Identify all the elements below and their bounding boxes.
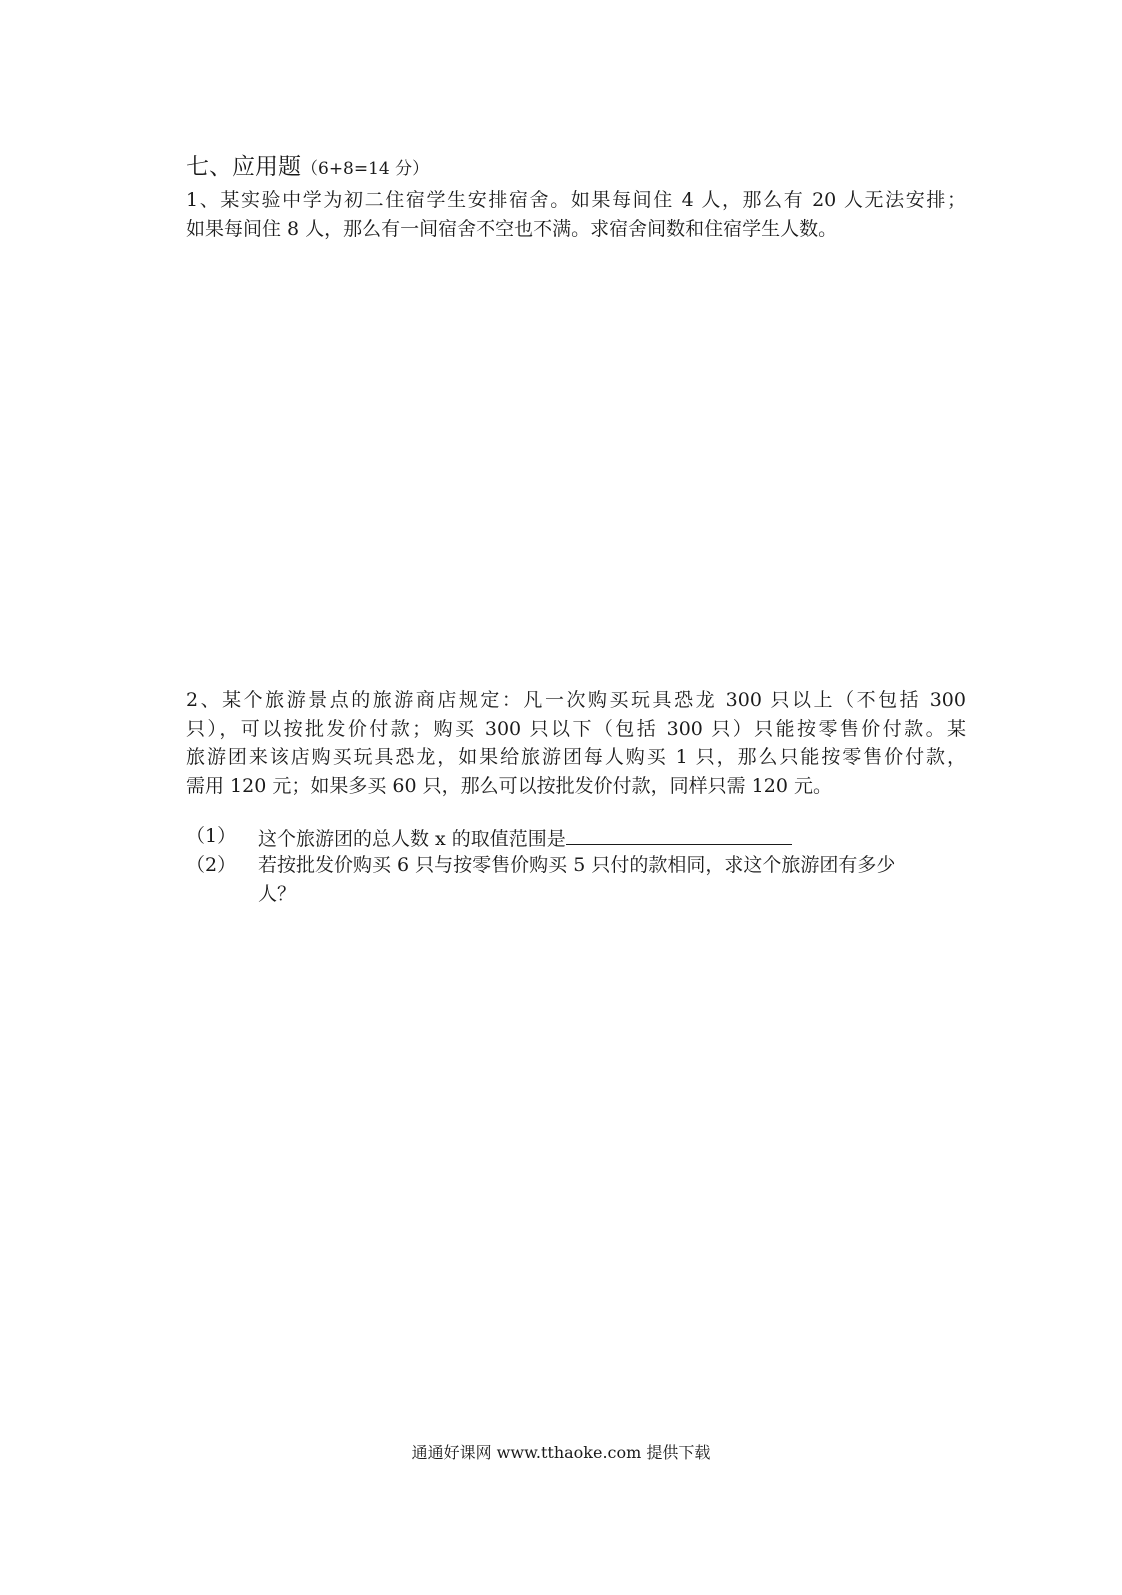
subpart-2-body — [258, 851, 962, 908]
question-2 — [186, 686, 966, 800]
subpart-2-number: （2） — [186, 854, 237, 876]
subpart-2-line-2: 人？ — [258, 882, 297, 905]
answer-blank — [566, 822, 792, 845]
question-1-line-2: 如果每间住 8 人，那么有一间宿舍不空也不满。求宿舍间数和住宿学生人数。 — [186, 217, 838, 240]
question-1-line-1: 1、某实验中学为初二住宿学生安排宿舍。如果每间住 4 人，那么有 20 人无法安排； — [186, 189, 966, 211]
subpart-1-text: 这个旅游团的总人数 x 的取值范围是 — [258, 828, 566, 850]
subpart-1-body — [258, 822, 962, 854]
question-2-line-2: 只），可以按批发价付款；购买 300 只以下（包括 300 只）只能按零售价付款。某 — [186, 717, 966, 740]
question-2-line-4: 需用 120 元；如果多买 60 只，那么可以按批发价付款，同样只需 120 元。 — [186, 774, 832, 797]
subpart-1-number: （1） — [186, 825, 237, 847]
page-footer: 通通好课网 www.tthaoke.com 提供下载 — [411, 1443, 711, 1462]
question-1 — [186, 186, 966, 243]
section-title-text: 七、应用题 — [186, 154, 301, 180]
question-2-line-1: 2、某个旅游景点的旅游商店规定：凡一次购买玩具恐龙 300 只以上（不包括 300 — [186, 689, 966, 711]
section-heading — [186, 152, 429, 184]
section-score: （6+8=14 分） — [301, 159, 430, 179]
subpart-2-line-1: 若按批发价购买 6 只与按零售价购买 5 只付的款相同，求这个旅游团有多少 — [258, 854, 896, 876]
question-2-line-3: 旅游团来该店购买玩具恐龙，如果给旅游团每人购买 1 只，那么只能按零售价付款， — [186, 746, 966, 768]
